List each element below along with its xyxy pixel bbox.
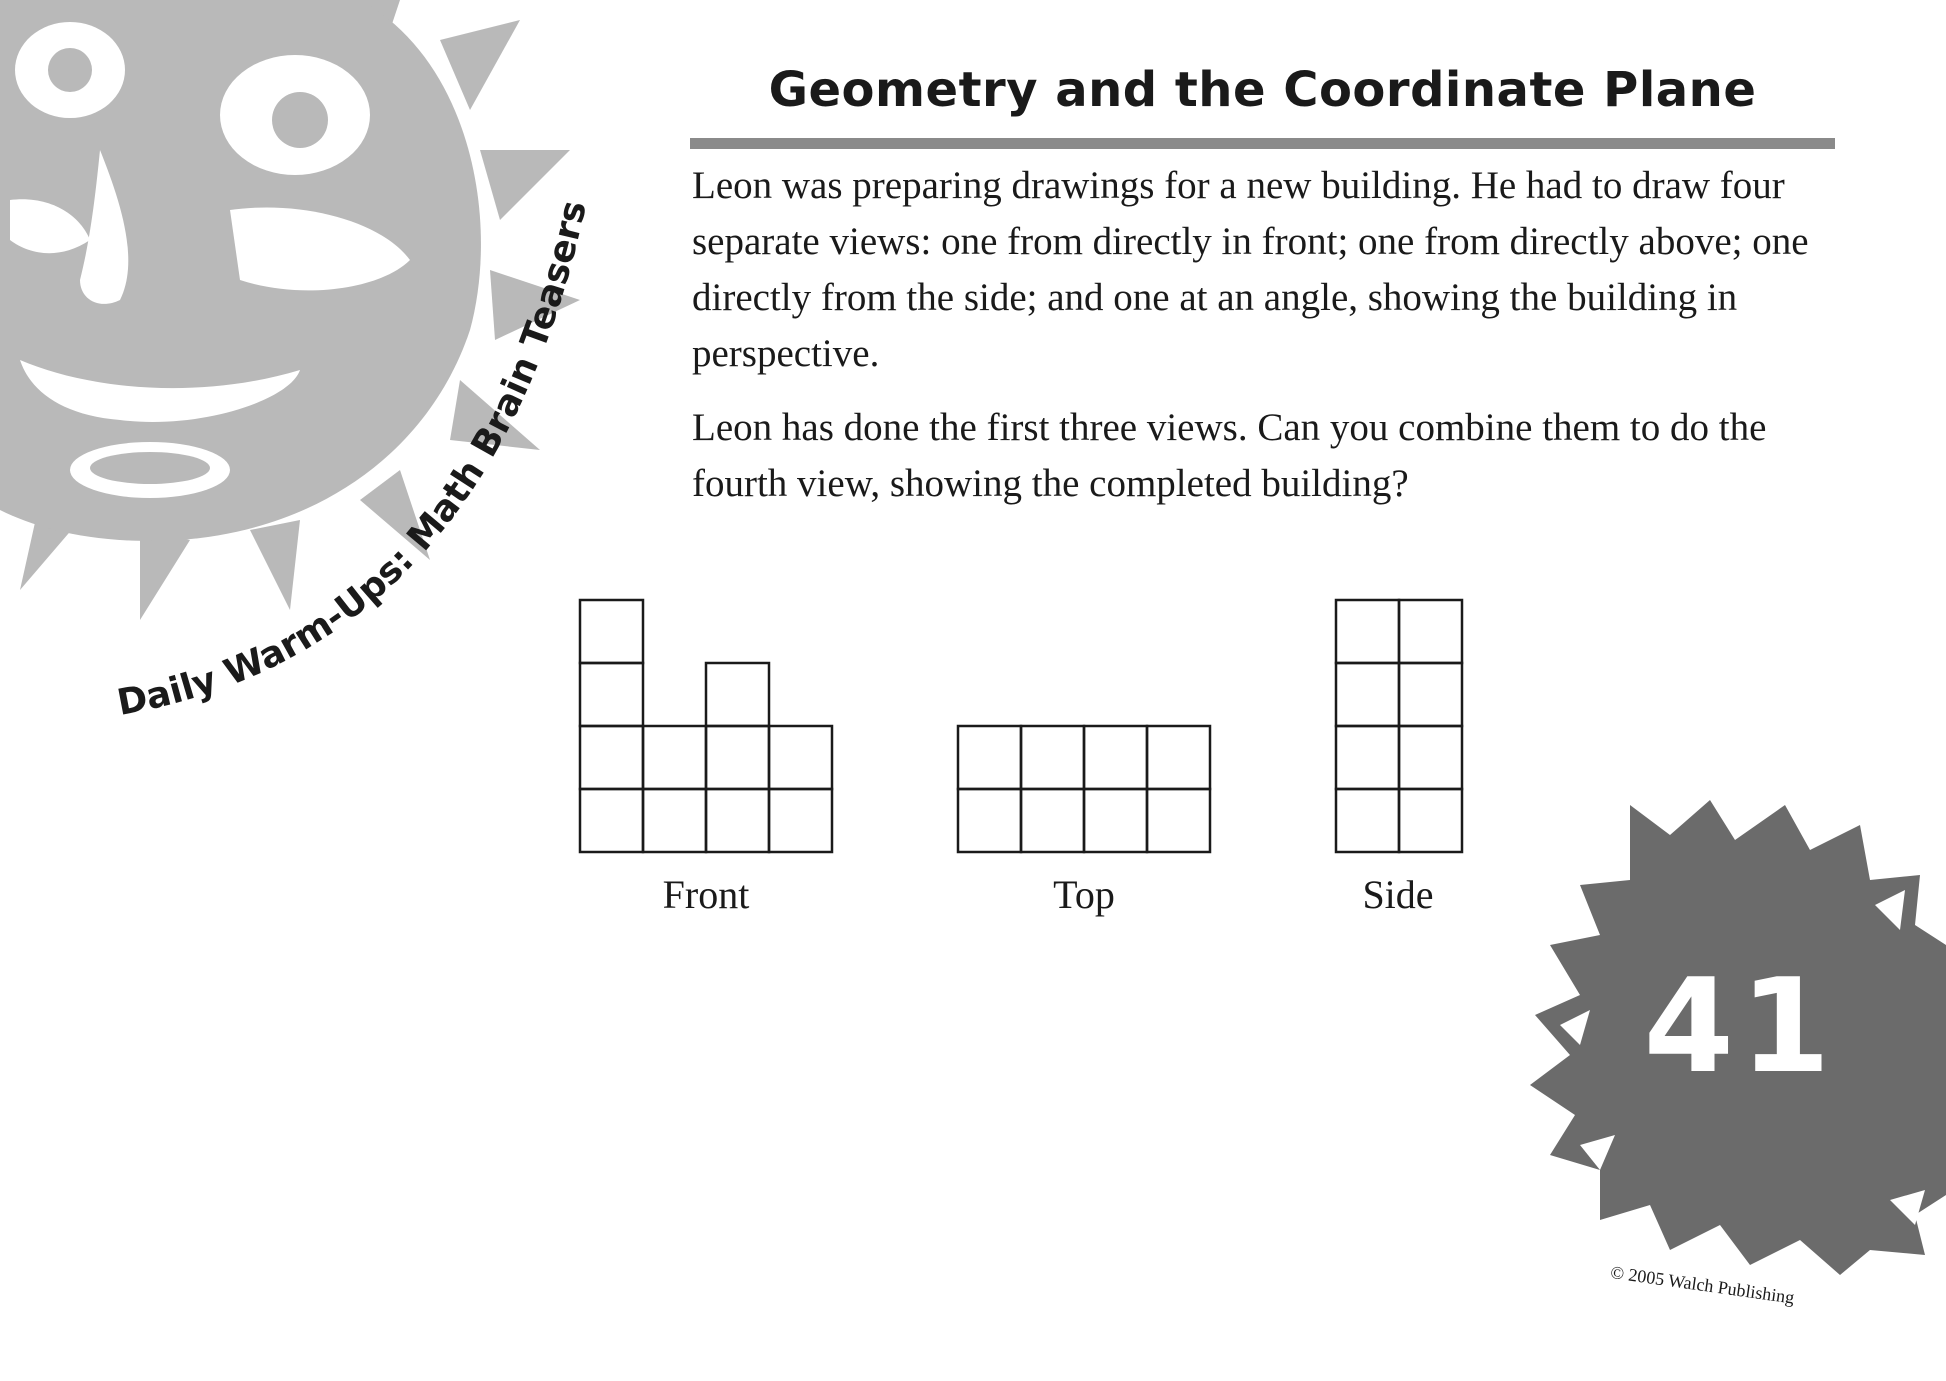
front-view-cell [643,789,706,852]
side-view-cell [1336,789,1399,852]
front-view-cell [643,726,706,789]
paragraph-question: Leon has done the first three views. Can you combine them to do the fourth view, showing the completed building? [692,406,1767,505]
front-view-cell [706,726,769,789]
copyright-notice: © 2005 Walch Publishing [1609,1262,1796,1308]
side-view-grid [1336,600,1462,852]
side-view-cell [1336,600,1399,663]
top-view-cell [1084,789,1147,852]
front-view-grid [580,600,832,852]
top-label: Top [1053,872,1115,917]
side-view-cell [1399,663,1462,726]
title-divider [690,138,1835,149]
top-view-cell [1147,726,1210,789]
top-view-cell [1147,789,1210,852]
top-view-cell [958,726,1021,789]
top-view-cell [1021,726,1084,789]
page-number: 41 [1643,950,1837,1102]
front-view-cell [580,600,643,663]
side-view-cell [1399,726,1462,789]
front-view-cell [580,726,643,789]
problem-text [692,158,1842,530]
front-view-cell [706,663,769,726]
side-view-cell [1336,663,1399,726]
front-view-cell [769,726,832,789]
side-view-cell [1399,789,1462,852]
building-views [560,580,1520,930]
top-view-grid [958,726,1210,852]
svg-text:Daily Warm-Ups: Math Brain Tea: Daily Warm-Ups: Math Brain Teasers [114,196,595,725]
top-view-cell [1084,726,1147,789]
side-label: Side [1362,872,1434,917]
front-view-cell [580,789,643,852]
front-view-cell [769,789,832,852]
front-view-cell [706,789,769,852]
page-title: Geometry and the Coordinate Plane [768,62,1757,118]
side-view-cell [1399,600,1462,663]
front-view-cell [580,663,643,726]
top-view-cell [1021,789,1084,852]
paragraph-intro: Leon was preparing drawings for a new building. He had to draw four separate views: one from directly in front; one from directly above; one directly from the side; and one at an angle, showing the building in perspective. [692,164,1809,375]
side-view-cell [1336,726,1399,789]
top-view-cell [958,789,1021,852]
front-label: Front [662,872,750,917]
